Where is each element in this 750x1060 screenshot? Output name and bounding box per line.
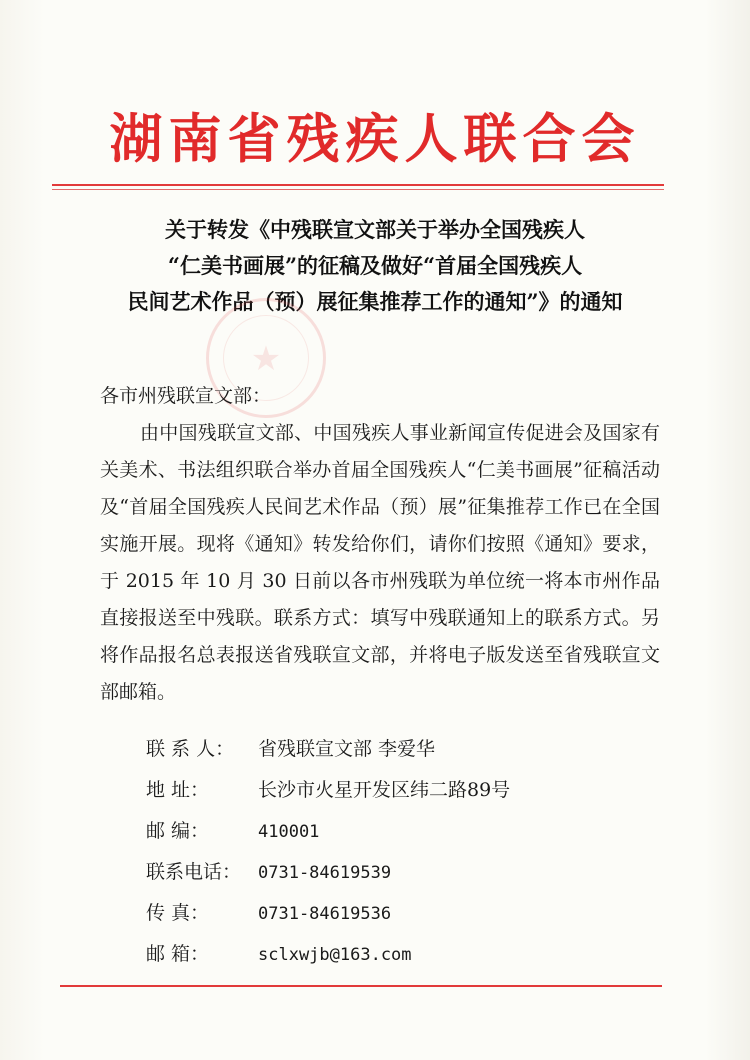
contact-value: 410001 xyxy=(258,822,320,842)
letterhead-rule-thin xyxy=(52,189,664,190)
contact-label: 联系电话： xyxy=(146,861,242,883)
document-title xyxy=(70,212,680,320)
document-title-line-1: 关于转发《中残联宣文部关于举办全国残疾人 xyxy=(165,217,585,242)
document-body xyxy=(100,378,660,711)
contact-label: 邮 箱： xyxy=(146,943,210,965)
contact-row-address xyxy=(146,775,510,816)
contact-value: 长沙市火星开发区纬二路89号 xyxy=(258,779,511,801)
document-title-line-3: 民间艺术作品（预）展征集推荐工作的通知”》的通知 xyxy=(127,289,623,314)
contact-label: 传 真： xyxy=(146,902,210,924)
contact-value: 0731-84619536 xyxy=(258,904,392,924)
contact-row-person xyxy=(146,734,510,775)
contact-info xyxy=(146,734,510,980)
contact-label: 邮 编： xyxy=(146,820,210,842)
contact-label: 地 址： xyxy=(146,779,210,801)
contact-row-postcode xyxy=(146,816,510,857)
seal-star-icon: ★ xyxy=(250,339,282,379)
document-title-line-2: “仁美书画展”的征稿及做好“首届全国残疾人 xyxy=(167,253,583,278)
contact-value: 省残联宣文部 李爱华 xyxy=(258,738,436,760)
body-paragraph: 由中国残联宣文部、中国残疾人事业新闻宣传促进会及国家有关美术、书法组织联合举办首届全国残疾人“仁美书画展”征稿活动及“首届全国残疾人民间艺术作品（预）展”征集推荐工作已在全国实施开展。现将《通知》转发给你们，请你们按照《通知》要求，于 2015 年 10 月 30 日前以各市州残联为单位统一将本市州作品直接报送至中残联。联系方式：填写中残联通知上的联系方式。另将作品报名总表报送省残联宣文部，并将电子版发送至省残联宣文部邮箱。 xyxy=(100,422,660,703)
contact-row-phone xyxy=(146,857,510,898)
contact-email-link[interactable]: sclxwjb@163.com xyxy=(258,945,412,965)
contact-label: 联 系 人： xyxy=(146,738,235,760)
letterhead-rule xyxy=(52,184,664,186)
salutation: 各市州残联宣文部： xyxy=(100,385,272,407)
contact-row-fax xyxy=(146,898,510,939)
letterhead-title: 湖南省残疾人联合会 xyxy=(109,108,641,170)
contact-row-email xyxy=(146,939,510,980)
footer-rule xyxy=(60,985,662,987)
contact-value: 0731-84619539 xyxy=(258,863,392,883)
